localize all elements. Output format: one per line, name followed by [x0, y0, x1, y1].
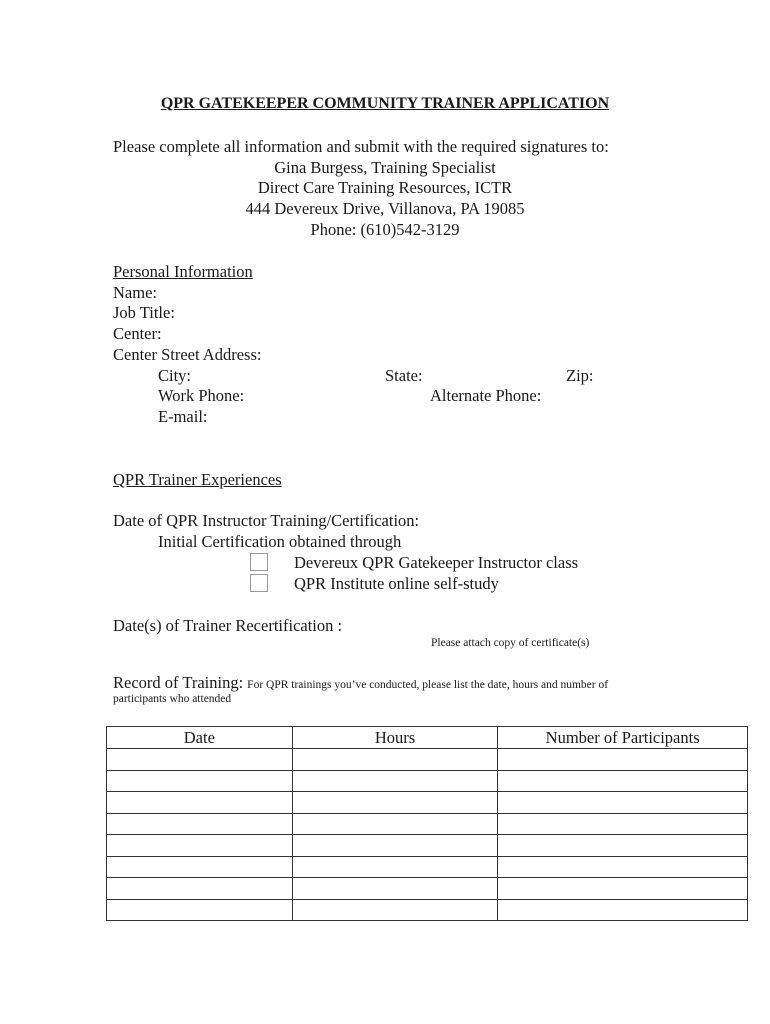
column-header-date: Date	[107, 727, 293, 749]
hours-cell[interactable]	[292, 899, 498, 921]
participants-cell[interactable]	[498, 749, 748, 771]
email-label: E-mail:	[158, 407, 208, 426]
job-title-label: Job Title:	[113, 303, 175, 322]
contact-org: Direct Care Training Resources, ICTR	[257, 178, 513, 197]
hours-cell[interactable]	[292, 856, 498, 878]
date-cell[interactable]	[107, 856, 293, 878]
hours-cell[interactable]	[292, 749, 498, 771]
online-self-study-checkbox[interactable]	[250, 574, 268, 592]
participants-cell[interactable]	[498, 899, 748, 921]
table-row	[107, 813, 748, 835]
record-of-training-note: For QPR trainings you’ve conducted, please list the date, hours and number of	[247, 679, 609, 691]
date-cell[interactable]	[107, 792, 293, 814]
participants-cell[interactable]	[498, 792, 748, 814]
hours-cell[interactable]	[292, 878, 498, 900]
online-self-study-label: QPR Institute online self-study	[294, 574, 499, 593]
table-row	[107, 749, 748, 771]
participants-cell[interactable]	[498, 878, 748, 900]
date-cell[interactable]	[107, 899, 293, 921]
personal-info-heading: Personal Information	[113, 262, 253, 281]
record-of-training-line	[113, 673, 608, 694]
date-cell[interactable]	[107, 749, 293, 771]
devereux-class-label: Devereux QPR Gatekeeper Instructor class	[294, 553, 579, 572]
recertification-label: Date(s) of Trainer Recertification :	[113, 616, 343, 635]
contact-name: Gina Burgess, Training Specialist	[274, 158, 496, 177]
initial-cert-label: Initial Certification obtained through	[158, 532, 402, 551]
date-cell[interactable]	[107, 878, 293, 900]
hours-cell[interactable]	[292, 835, 498, 857]
name-label: Name:	[113, 283, 157, 302]
attach-certificate-note: Please attach copy of certificate(s)	[431, 637, 590, 649]
trainer-experience-heading: QPR Trainer Experiences	[113, 470, 282, 489]
table-row	[107, 792, 748, 814]
table-row	[107, 856, 748, 878]
participants-cell[interactable]	[498, 770, 748, 792]
center-label: Center:	[113, 324, 162, 343]
table-row	[107, 770, 748, 792]
city-label: City:	[158, 366, 192, 385]
date-cell[interactable]	[107, 770, 293, 792]
alt-phone-label: Alternate Phone:	[430, 386, 542, 405]
contact-address: 444 Devereux Drive, Villanova, PA 19085	[245, 199, 525, 218]
hours-cell[interactable]	[292, 792, 498, 814]
table-row	[107, 878, 748, 900]
page-title: QPR GATEKEEPER COMMUNITY TRAINER APPLICATION	[160, 95, 610, 112]
record-of-training-label: Record of Training:	[113, 673, 244, 692]
column-header-participants: Number of Participants	[498, 727, 748, 749]
column-header-hours: Hours	[292, 727, 498, 749]
table-row	[107, 835, 748, 857]
hours-cell[interactable]	[292, 813, 498, 835]
cert-date-label: Date of QPR Instructor Training/Certification:	[113, 511, 420, 530]
table-header-row	[107, 727, 748, 749]
table-row	[107, 899, 748, 921]
center-street-label: Center Street Address:	[113, 345, 262, 364]
contact-phone: Phone: (610)542-3129	[310, 220, 460, 239]
hours-cell[interactable]	[292, 770, 498, 792]
date-cell[interactable]	[107, 835, 293, 857]
zip-label: Zip:	[566, 366, 594, 385]
devereux-class-checkbox[interactable]	[250, 553, 268, 571]
participants-cell[interactable]	[498, 856, 748, 878]
intro-text: Please complete all information and submit with the required signatures to:	[113, 137, 609, 156]
state-label: State:	[385, 366, 423, 385]
record-of-training-note-cont: participants who attended	[113, 693, 232, 705]
date-cell[interactable]	[107, 813, 293, 835]
participants-cell[interactable]	[498, 835, 748, 857]
work-phone-label: Work Phone:	[158, 386, 245, 405]
training-record-table	[106, 726, 748, 921]
participants-cell[interactable]	[498, 813, 748, 835]
